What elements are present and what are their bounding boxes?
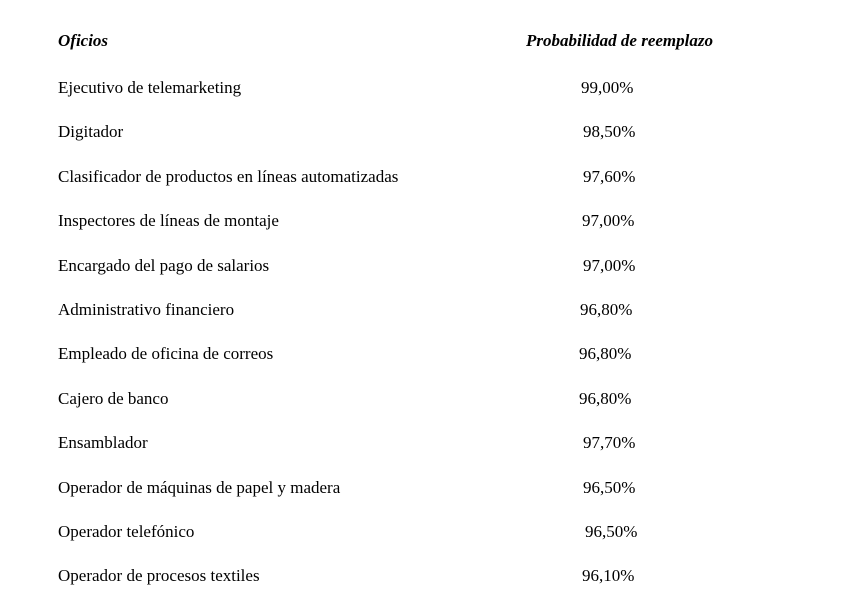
probability-cell: 96,50% xyxy=(583,477,636,497)
occupation-cell: Operador de procesos textiles xyxy=(58,566,260,586)
table-row xyxy=(0,122,856,166)
probability-cell: 96,50% xyxy=(585,521,638,541)
table-header xyxy=(0,31,856,57)
table-row xyxy=(0,478,856,522)
probability-cell: 97,70% xyxy=(583,433,636,453)
occupation-cell: Inspectores de líneas de montaje xyxy=(58,211,279,231)
table-row xyxy=(0,167,856,211)
probability-cell: 98,50% xyxy=(583,122,636,142)
occupation-cell: Ejecutivo de telemarketing xyxy=(58,78,242,97)
occupation-cell: Operador de máquinas de papel y madera xyxy=(58,477,341,497)
occupation-cell: Empleado de oficina de correos xyxy=(58,344,274,364)
table-row xyxy=(0,211,856,255)
table-row xyxy=(0,78,856,122)
probability-cell: 96,80% xyxy=(579,388,632,408)
occupation-cell: Ensamblador xyxy=(58,433,148,453)
probability-cell: 96,80% xyxy=(580,299,633,319)
probability-cell: 97,60% xyxy=(583,166,636,186)
occupation-cell: Digitador xyxy=(58,122,124,142)
probability-cell: 97,00% xyxy=(582,211,635,231)
occupation-cell: Operador telefónico xyxy=(58,521,195,541)
table-row xyxy=(0,300,856,344)
header-occupation: Oficios xyxy=(58,31,109,50)
probability-cell: 99,00% xyxy=(581,78,634,97)
table-body xyxy=(0,78,856,611)
probability-cell: 96,10% xyxy=(582,566,635,586)
probability-cell: 97,00% xyxy=(583,255,636,275)
table-row xyxy=(0,566,856,610)
occupation-cell: Cajero de banco xyxy=(58,388,169,408)
table-row xyxy=(0,522,856,566)
occupation-cell: Clasificador de productos en líneas automatizadas xyxy=(58,166,399,186)
occupation-cell: Encargado del pago de salarios xyxy=(58,255,270,275)
occupation-cell: Administrativo financiero xyxy=(58,299,235,319)
table-row xyxy=(0,433,856,477)
probability-cell: 96,80% xyxy=(579,344,632,364)
header-probability: Probabilidad de reemplazo xyxy=(526,31,713,50)
table-row xyxy=(0,256,856,300)
table-row xyxy=(0,389,856,433)
table-row xyxy=(0,344,856,388)
